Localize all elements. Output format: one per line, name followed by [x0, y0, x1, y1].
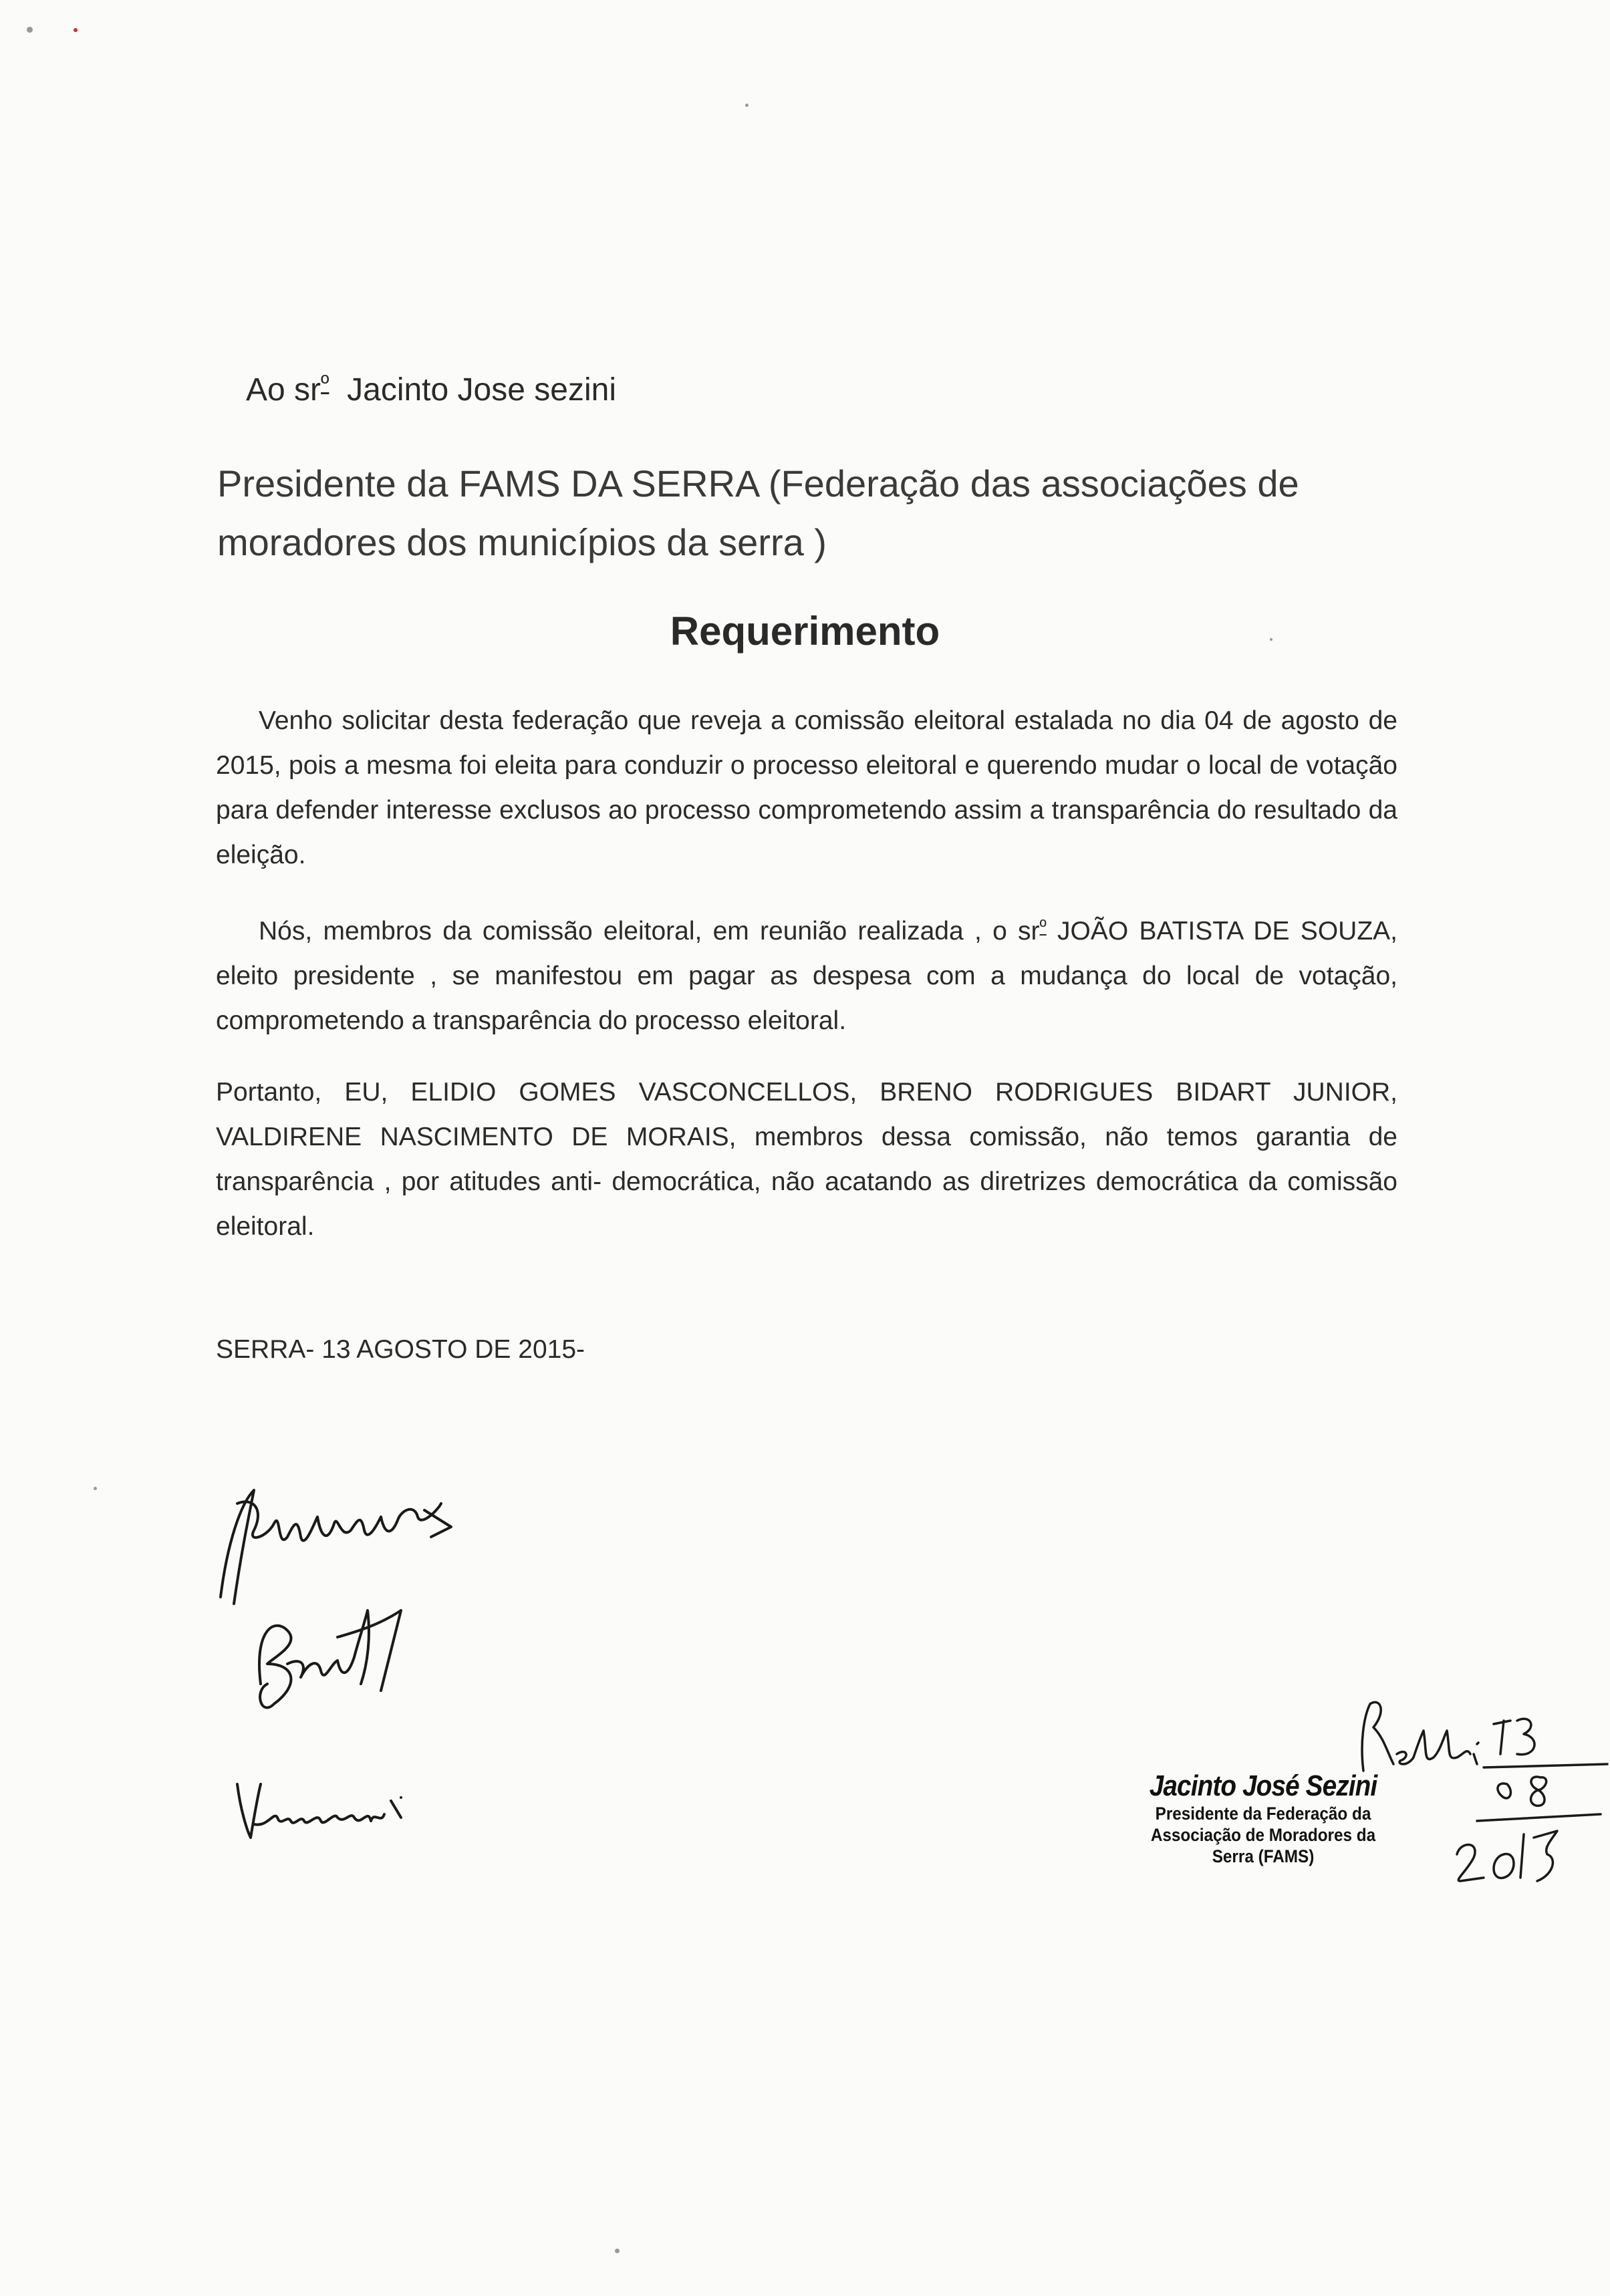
handwritten-signatures	[200, 1463, 575, 1878]
scan-speck	[74, 28, 78, 32]
paragraph-meeting-start: Nós, membros da comissão eleitoral, em reunião realizada , o sr	[259, 917, 1040, 946]
paragraph-meeting-end: JOÃO BATISTA DE SOUZA, eleito presidente , se manifestou em pagar as despesa com a mudança do local de votação, comprometendo a transparência do processo eleitoral.	[216, 917, 1397, 1035]
receipt-line-1	[1484, 1764, 1607, 1767]
receipt-year	[1457, 1831, 1557, 1881]
paragraph-request: Venho solicitar desta federação que reveja a comissão eleitoral estalada no dia 04 de agosto de 2015, pois a mesma foi eleita para conduzir o processo eleitoral e querendo mudar o local de votação para defender interesse exclusos ao processo comprometendo assim a transparência do resultado da eleição.	[216, 706, 1397, 869]
signature-valdirene	[237, 1784, 401, 1838]
addressee-ordinal: º	[321, 371, 329, 396]
scan-speck	[94, 1487, 97, 1490]
paragraph-meeting-ordinal: º	[1039, 916, 1047, 937]
receipt-line-2	[1477, 1814, 1601, 1821]
stamp-name: Jacinto José Sezini	[1149, 1769, 1377, 1802]
receipt-month	[1498, 1777, 1547, 1806]
scan-speck	[745, 104, 749, 107]
receipt-word-recebi	[1362, 1702, 1478, 1771]
signature-elidio	[221, 1490, 451, 1604]
paragraph-conclusion: Portanto, EU, ELIDIO GOMES VASCONCELLOS, BRENO RODRIGUES BIDART JUNIOR, VALDIRENE NASCIMENTO DE MORAIS, membros dessa comissão, não temos garantia de transparência , por atitudes anti- democrática, não acatando as diretrizes democrática da comissão eleitoral.	[216, 1078, 1397, 1241]
addressee-line	[246, 371, 616, 408]
paragraph-meeting	[216, 904, 1397, 1043]
president-line: Presidente da FAMS DA SERRA (Federação das associações de moradores dos municípios da serra )	[217, 462, 1299, 563]
signature-breno	[259, 1610, 401, 1708]
document-title: Requerimento	[670, 609, 940, 654]
document-body	[216, 698, 1397, 1276]
addressee-prefix: Ao sr	[246, 372, 321, 408]
scan-speck	[27, 27, 33, 33]
stamp-title-line2: Associação de Moradores da	[1150, 1825, 1376, 1845]
scan-speck	[615, 2249, 620, 2253]
stamp-title-line3: Serra (FAMS)	[1212, 1846, 1315, 1866]
place-date: SERRA- 13 AGOSTO DE 2015-	[216, 1335, 585, 1364]
receipt-day	[1494, 1719, 1534, 1754]
addressee-name: Jacinto Jose sezini	[347, 372, 616, 408]
handwritten-receipt-note	[1350, 1691, 1610, 1911]
stamp-title-line1: Presidente da Federação da	[1155, 1804, 1371, 1824]
